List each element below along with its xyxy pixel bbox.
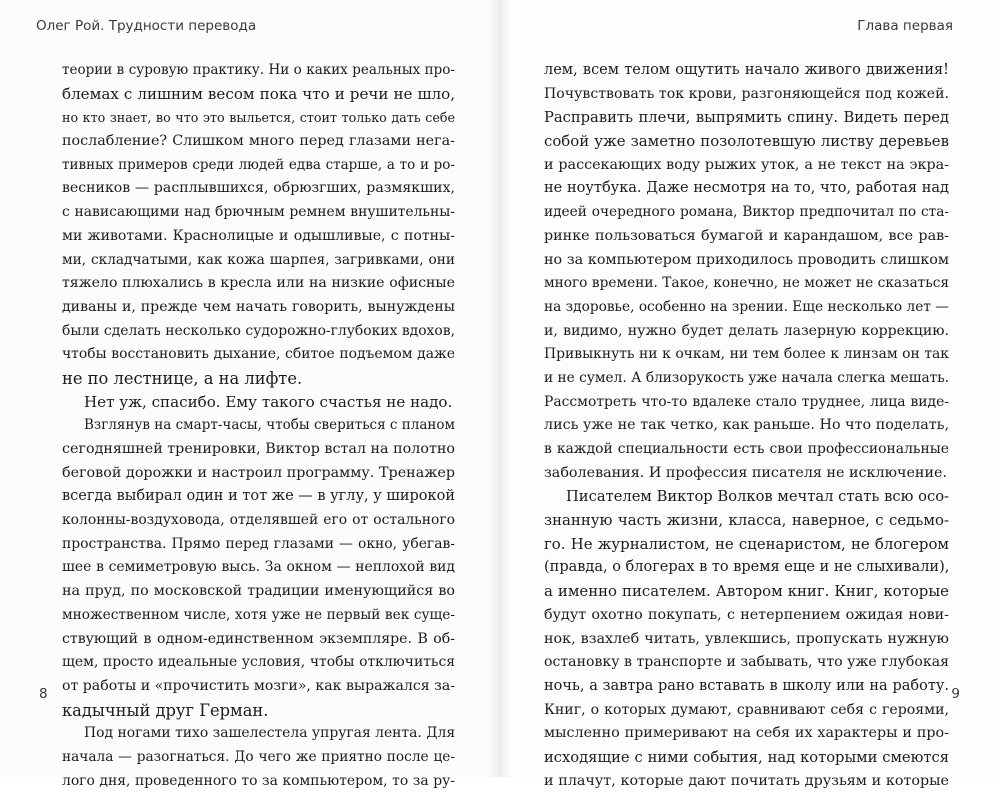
text-line: с нависающими над брючным ремнем внушительны- [62, 204, 455, 221]
text-line: ринке пользоваться бумагой и карандашом, все рав- [544, 227, 949, 244]
text-line: Под ногами тихо зашелестела упругая лента. Для [84, 725, 455, 742]
text-line: но кто знает, во что это выльется, стоит только дать себе [62, 110, 455, 126]
text-line: щем, просто идеальные условия, чтобы отключиться [62, 654, 455, 671]
left-page-text [62, 59, 455, 793]
text-line: и, видимо, нужно будет делать лазерную коррекцию. [544, 322, 949, 339]
text-line: а именно писателем. Автором книг. Книг, которые [544, 582, 949, 601]
text-line: собой уже заметно позолотевшую листву деревьев [544, 132, 949, 151]
text-line: лись уже не так четко, как раньше. Но что поделать, [544, 417, 949, 434]
page-number-left: 8 [39, 686, 48, 702]
text-line: пространства. Прямо перед глазами — окно, убегав- [62, 535, 455, 552]
text-line: будут охотно покупать, с нетерпением ожидая нови- [544, 606, 949, 623]
right-page [500, 0, 1000, 789]
text-line: начала — разогнаться. До чего же приятно после це- [62, 748, 455, 765]
text-line: Привыкнуть ни к очкам, ни тем более к линзам он так [544, 346, 949, 363]
text-line: исходящие с ними события, над которыми смеются [544, 748, 949, 766]
text-line: всегда выбирал один и тот же — в углу, у широкой [62, 488, 455, 505]
text-line: беговой дорожки и настроил программу. Тренажер [62, 464, 455, 481]
text-line: послабление? Слишком много перед глазами нега- [62, 133, 455, 150]
text-line: ми, складчатыми, как кожа шарпея, загривками, они [62, 251, 455, 268]
text-line: го. Не журналистом, не сценаристом, не блогером [544, 534, 949, 553]
text-line: в каждой специальности есть свои профессиональные [544, 441, 949, 457]
text-line: заболевания. И профессия писателя не исключение. [544, 464, 947, 481]
text-line: Почувствовать ток крови, разгоняющейся под кожей. [544, 85, 949, 102]
text-line: идеей очередного романа, Виктор предпочитал по ста- [544, 204, 949, 221]
text-line: были сделать несколько судорожно-глубоких вдохов, [62, 322, 455, 339]
left-page [0, 0, 500, 789]
text-line: Расправить плечи, выпрямить спину. Видеть перед [544, 109, 949, 127]
text-line: множественном числе, хотя уже не первый век суще- [62, 606, 455, 623]
text-line: Рассмотреть что-то вдалеке стало труднее, лица виде- [544, 393, 949, 410]
text-line: ствующий в одном-единственном экземпляре. В об- [62, 630, 455, 647]
text-line: диваны и, прежде чем начать говорить, вынуждены [62, 298, 455, 315]
text-line: лого дня, проведенного то за компьютером, то за ру- [62, 772, 455, 789]
page-number-right: 9 [951, 686, 960, 702]
text-line: нок, взахлеб читать, увлекшись, пропускать нужную [544, 630, 949, 647]
text-line: ми животами. Краснолицые и одышливые, с потны- [62, 227, 455, 244]
text-line: Взглянув на смарт-часы, чтобы свериться с планом [84, 417, 455, 434]
text-line: лем, всем телом ощутить начало живого движения! [544, 62, 949, 78]
text-line: чтобы восстановить дыхание, сбитое подъемом даже [62, 346, 455, 363]
text-line: тяжело плюхались в кресла или на низкие офисные [62, 275, 455, 292]
text-line: много времени. Такое, конечно, не может не сказаться [544, 275, 949, 292]
text-line: весников — расплывшихся, обрюзгших, размякших, [62, 180, 455, 197]
text-line: Книг, о которых думают, сравнивают себя с героями, [544, 701, 949, 718]
running-head-left: Олег Рой. Трудности перевода [36, 18, 257, 34]
right-page-text [544, 59, 949, 793]
book-gutter [488, 0, 512, 777]
text-line: не ноутбука. Даже несмотря на то, что, работая над [544, 180, 949, 197]
text-line: сегодняшней тренировки, Виктор встал на полотно [62, 441, 455, 457]
text-line: Нет уж, спасибо. Ему такого счастья не надо. [84, 392, 453, 411]
text-line: и рассекающих воду рыжих уток, а не текст на экра- [544, 156, 949, 173]
running-head-right: Глава первая [857, 18, 953, 34]
text-line: Писателем Виктор Волков мечтал стать всю осо- [566, 488, 949, 506]
text-line: от работы и «прочистить мозги», как выражался за- [62, 677, 455, 694]
text-line: тивных примеров среди людей едва старше, а то и ро- [62, 156, 455, 173]
text-line: остановку в транспорте и забывать, что уже глубокая [544, 654, 949, 671]
text-line: не по лестнице, а на лифте. [62, 368, 303, 388]
text-line: (правда, о блогерах в то время еще и не слыхивали), [544, 559, 949, 576]
text-line: на пруд, по московской традиции именующийся во [62, 583, 455, 600]
text-line: блемах с лишним весом пока что и речи не шло, [62, 84, 455, 103]
text-line: знанную часть жизни, класса, наверное, с седьмо- [544, 511, 949, 530]
text-line: мысленно примеривают на себя их характеры и про- [544, 725, 949, 742]
text-line: и не сумел. А близорукость уже начала слегка мешать. [544, 369, 949, 386]
text-line: теории в суровую практику. Ни о каких реальных про- [62, 62, 455, 78]
text-line: и плачут, которые дают почитать друзьям и которые [544, 772, 949, 789]
text-line: но за компьютером приходилось проводить слишком [544, 251, 949, 268]
text-line: кадычный друг Герман. [62, 700, 269, 720]
text-line: колонны-воздуховода, отделявшей его от остального [62, 512, 455, 529]
text-line: ночь, а завтра рано вставать в школу или на работу. [544, 677, 949, 694]
text-line: шее в семиметровую высь. За окном — неплохой вид [62, 559, 455, 576]
text-line: на здоровье, особенно на зрении. Еще несколько лет — [544, 298, 949, 315]
